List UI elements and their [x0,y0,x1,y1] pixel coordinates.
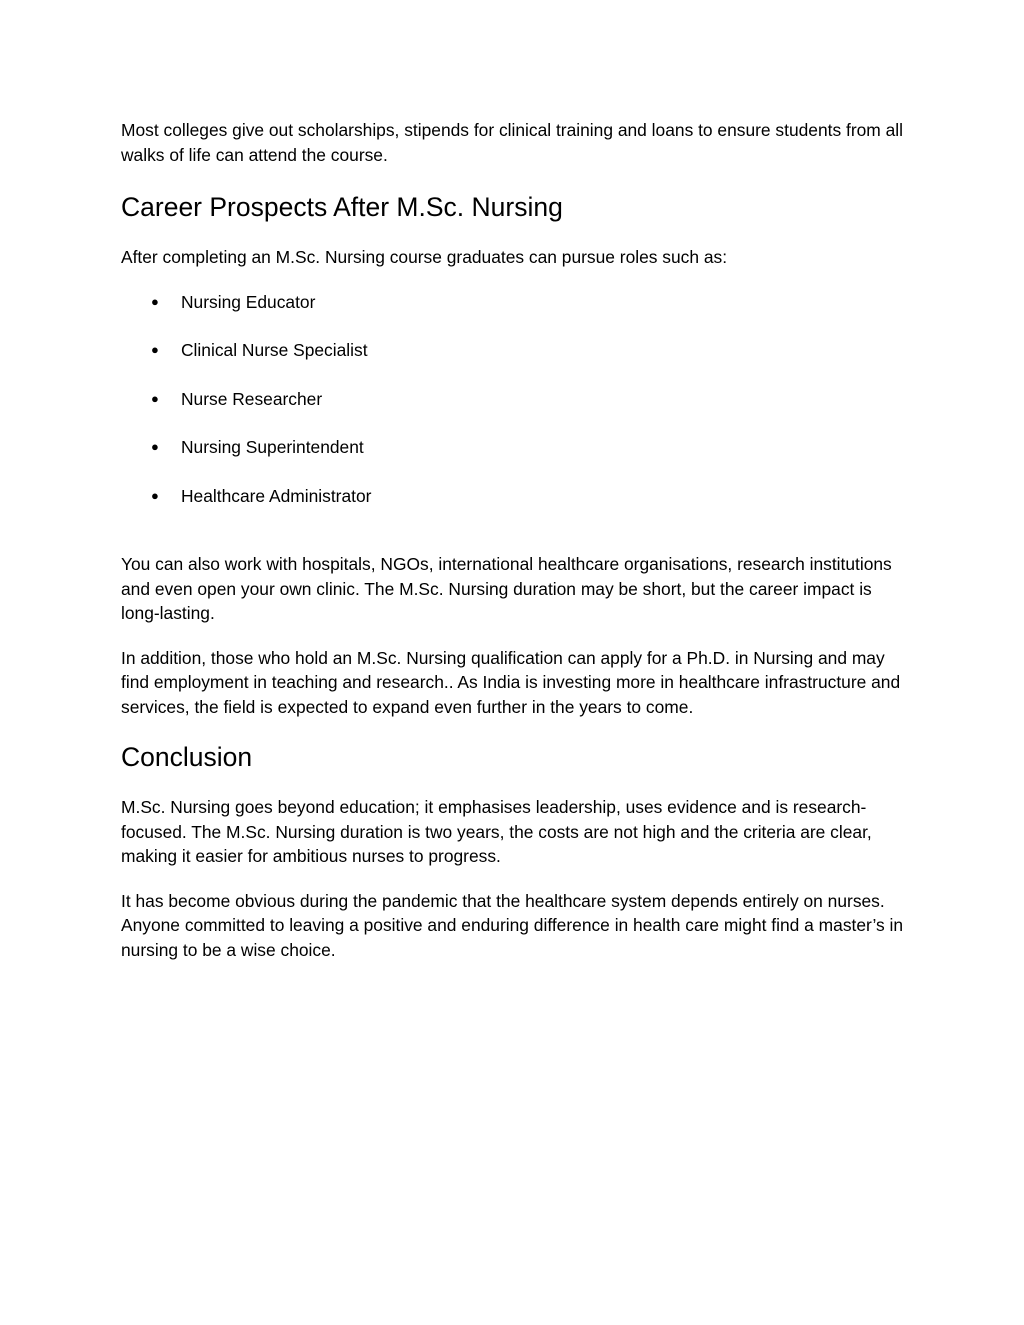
paragraph-conclusion-1: M.Sc. Nursing goes beyond education; it emphasises leadership, uses evidence and is research-focused. The M.Sc. Nursing duration is two years, the costs are not high and the criteria are clear, making it easier for ambitious nurses to progress. [121,797,872,866]
list-item-label: Nurse Researcher [181,388,323,409]
list-item [121,338,911,363]
paragraph-conclusion-2: It has become obvious during the pandemic that the healthcare system depends entirely on nurses. Anyone committed to leaving a positive and enduring difference in health care might find a master’s in nursing to be a wise choice. [121,890,904,960]
bullet-icon: ● [151,439,159,454]
paragraph-addition: In addition, those who hold an M.Sc. Nursing qualification can apply for a Ph.D. in Nursing and may find employment in teaching and research.. As India is investing more in healthcare infrastructure and services, the field is expected to expand even further in the years to come. [121,647,901,717]
list-item-label: Healthcare Administrator [181,485,372,506]
document-page [121,118,911,962]
list-item [121,435,911,460]
list-item-label: Nursing Superintendent [181,437,364,457]
list-item-label: Clinical Nurse Specialist [181,340,368,360]
paragraph-also-work: You can also work with hospitals, NGOs, international healthcare organisations, research institutions and even open your own clinic. The M.Sc. Nursing duration may be short, but the career impact is long-lasting. [121,554,892,623]
bullet-icon: ● [151,390,159,406]
list-item-label: Nursing Educator [181,291,316,312]
heading-career-prospects: Career Prospects After M.Sc. Nursing [121,192,563,222]
list-item [121,387,911,412]
bullet-icon: ● [151,487,159,503]
paragraph-career-intro: After completing an M.Sc. Nursing course graduates can pursue roles such as: [121,247,728,267]
roles-list [121,290,911,509]
list-item [121,484,911,509]
paragraph-scholarships: Most colleges give out scholarships, stipends for clinical training and loans to ensure students from all walks of life can attend the course. [121,120,904,165]
bullet-icon: ● [151,293,159,309]
list-item [121,290,911,315]
heading-conclusion: Conclusion [121,742,253,772]
bullet-icon: ● [151,342,159,357]
